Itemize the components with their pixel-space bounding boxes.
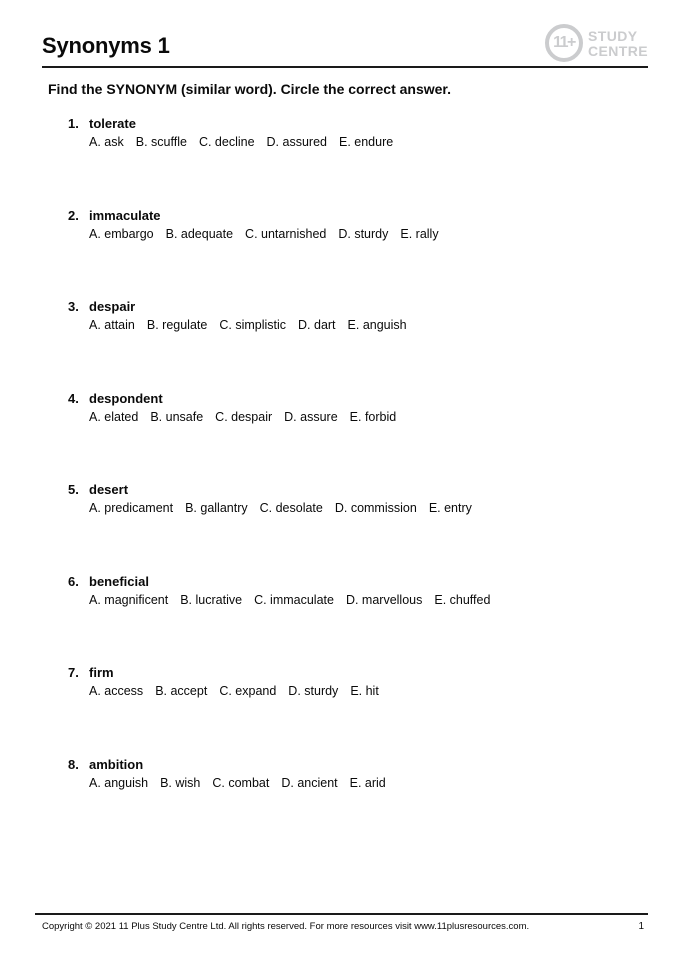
question-number: 5. (68, 482, 79, 497)
question-word: tolerate (89, 116, 136, 131)
page-number: 1 (638, 921, 644, 932)
question-item (42, 206, 648, 244)
question-number: 7. (68, 665, 79, 680)
instruction-text: Find the SYNONYM (similar word). Circle the correct answer. (48, 81, 451, 97)
title-divider (42, 66, 648, 68)
page-footer (35, 913, 648, 932)
question-word: immaculate (89, 207, 161, 223)
question-options (89, 408, 396, 427)
answer-option[interactable]: C. immaculate (254, 592, 334, 607)
question-number: 8. (68, 756, 79, 772)
answer-option[interactable]: D. dart (298, 318, 336, 332)
answer-option[interactable]: A. elated (89, 409, 139, 424)
answer-option[interactable]: E. hit (350, 684, 379, 698)
question-body (89, 480, 472, 518)
answer-option[interactable]: D. ancient (281, 775, 338, 790)
question-number: 2. (68, 207, 79, 223)
answer-option[interactable]: D. marvellous (345, 592, 423, 607)
question-options (89, 316, 407, 335)
logo-wordmark (580, 29, 648, 58)
question-item (42, 480, 648, 518)
question-word: despair (89, 299, 136, 314)
question-number: 4. (68, 390, 79, 406)
question-options (89, 499, 472, 518)
answer-option[interactable]: A. magnificent (89, 592, 169, 607)
question-options (89, 591, 490, 610)
question-item (42, 663, 648, 701)
answer-option[interactable]: A. attain (89, 318, 135, 332)
question-number: 6. (68, 573, 79, 589)
question-body (89, 663, 379, 701)
answer-option[interactable]: C. combat (212, 775, 270, 790)
answer-option[interactable]: C. desolate (259, 501, 323, 515)
question-body (89, 114, 393, 152)
answer-option[interactable]: E. forbid (349, 409, 397, 424)
answer-option[interactable]: C. expand (219, 684, 277, 698)
answer-option[interactable]: A. anguish (89, 775, 149, 790)
eleven-plus-badge-icon: 11+ (545, 24, 583, 62)
answer-option[interactable]: E. chuffed (434, 592, 491, 607)
logo-wordmark-line2: CENTRE (588, 42, 648, 59)
logo-wordmark-line1: STUDY (588, 27, 638, 44)
answer-option[interactable]: D. assure (284, 409, 338, 424)
question-options (89, 682, 379, 701)
page-header (42, 0, 648, 68)
question-list (42, 114, 648, 846)
answer-option[interactable]: E. rally (400, 226, 439, 241)
question-options (89, 133, 393, 152)
answer-option[interactable]: B. wish (160, 775, 201, 790)
answer-option[interactable]: E. entry (428, 501, 472, 515)
question-options (89, 225, 439, 244)
copyright-text: Copyright © 2021 11 Plus Study Centre Ltd. All rights reserved. For more resources visit www.11plusresources.com. (42, 921, 530, 932)
answer-option[interactable]: B. accept (155, 684, 208, 698)
question-body (89, 572, 490, 610)
question-word: firm (89, 665, 114, 680)
answer-option[interactable]: B. lucrative (180, 592, 243, 607)
answer-option[interactable]: B. adequate (165, 226, 234, 241)
question-body (89, 297, 407, 335)
answer-option[interactable]: B. scuffle (135, 135, 187, 149)
question-item (42, 572, 648, 610)
answer-option[interactable]: D. sturdy (288, 684, 339, 698)
answer-option[interactable]: C. simplistic (219, 318, 287, 332)
question-word: beneficial (89, 573, 149, 589)
question-body (89, 755, 386, 793)
answer-option[interactable]: C. untarnished (245, 226, 327, 241)
answer-option[interactable]: E. arid (349, 775, 386, 790)
question-word: desert (89, 482, 129, 497)
study-centre-logo (545, 24, 648, 62)
question-item (42, 755, 648, 793)
answer-option[interactable]: E. anguish (347, 318, 407, 332)
answer-option[interactable]: B. regulate (146, 318, 208, 332)
answer-option[interactable]: E. endure (338, 135, 394, 149)
question-options (89, 774, 386, 793)
answer-option[interactable]: B. unsafe (150, 409, 204, 424)
question-word: despondent (89, 390, 163, 406)
answer-option[interactable]: A. embargo (89, 226, 154, 241)
answer-option[interactable]: A. access (89, 684, 144, 698)
answer-option[interactable]: D. assured (266, 135, 327, 149)
question-item (42, 389, 648, 427)
answer-option[interactable]: A. ask (89, 135, 124, 149)
page-title: Synonyms 1 (42, 33, 170, 58)
question-item (42, 297, 648, 335)
question-number: 3. (68, 299, 79, 314)
answer-option[interactable]: B. gallantry (185, 501, 248, 515)
answer-option[interactable]: C. decline (198, 135, 255, 149)
question-body (89, 389, 396, 427)
answer-option[interactable]: D. sturdy (338, 226, 389, 241)
question-body (89, 206, 439, 244)
answer-option[interactable]: D. commission (334, 501, 417, 515)
answer-option[interactable]: C. despair (215, 409, 273, 424)
question-item (42, 114, 648, 152)
question-word: ambition (89, 756, 144, 772)
question-number: 1. (68, 116, 79, 131)
answer-option[interactable]: A. predicament (89, 501, 174, 515)
